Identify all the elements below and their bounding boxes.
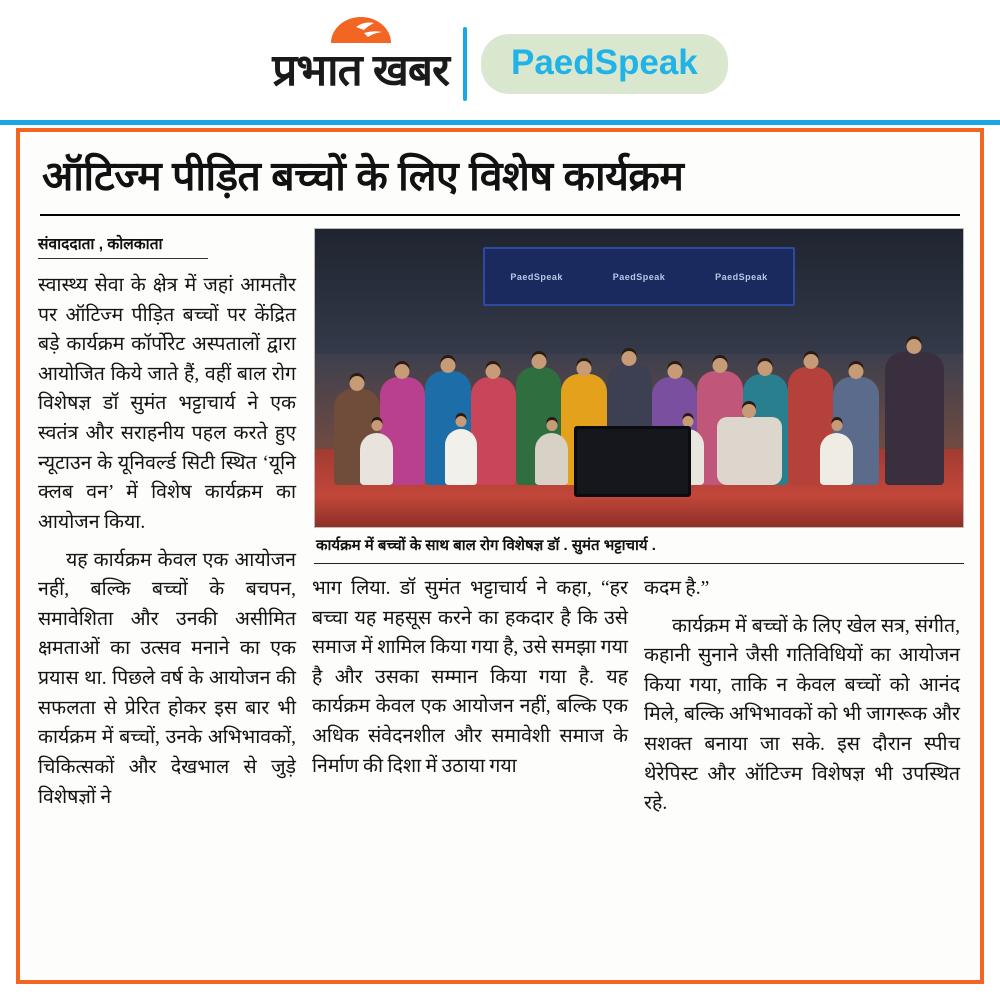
person (471, 377, 516, 485)
page-title: ऑटिज्म पीड़ित बच्चों के लिए विशेष कार्यक्रम (42, 153, 684, 199)
banner-text-3: PaedSpeak (715, 271, 768, 282)
article-body (38, 228, 962, 928)
photo-caption: कार्यक्रम में बच्चों के साथ बाल रोग विशेषज्ञ डॉ . सुमंत भट्टाचार्य . (316, 536, 656, 554)
column-middle (312, 574, 628, 819)
column-right (644, 574, 960, 819)
caption-rule (314, 563, 964, 564)
banner-text-2: PaedSpeak (612, 271, 666, 282)
masthead (0, 0, 1000, 120)
partner-name: PaedSpeak (511, 43, 698, 82)
paragraph-3: भाग लिया. डॉ सुमंत भट्टाचार्य ने कहा, “हर बच्चा यह महसूस करने का हकदार है कि उसे समाज में शामिल किया गया है, उसे समझा गया है और उसका सम्मान किया गया है. यह कार्यक्रम केवल एक आयोजन नहीं, बल्कि एक अधिक संवेदनशील और समावेशी समाज के निर्माण की दिशा में उठाया गया (312, 577, 628, 777)
lower-columns (312, 574, 962, 819)
brand-block (272, 35, 449, 93)
paragraph-4: कदम है.” (644, 577, 710, 599)
article-frame (16, 128, 984, 984)
photo-backdrop-banner (483, 247, 794, 307)
photo-monitor (574, 426, 691, 498)
banner-text-1: PaedSpeak (510, 271, 563, 282)
masthead-rule (0, 120, 1000, 125)
seated-person (717, 417, 782, 485)
photo-block (314, 228, 964, 564)
child (820, 433, 852, 486)
sun-icon (326, 13, 396, 47)
paragraph-1: स्वास्थ्य सेवा के क्षेत्र में जहां आमतौर पर ऑटिज्म पीड़ित बच्चों पर केंद्रित बड़े कार्यक्रम कॉर्पोरेट अस्पतालों द्वारा आयोजित किये जाते हैं, वहीं बाल रोग विशेषज्ञ डॉ सुमंत भट्टाचार्य ने एक स्वतंत्र और सराहनीय पहल करते हुए न्यूटाउन के यूनिवर्ल्ड सिटी स्थित ‘यूनि क्लब वन’ में विशेष कार्यक्रम का आयोजन किया. (38, 274, 296, 533)
column-left (38, 228, 296, 928)
child (360, 433, 392, 486)
child (535, 433, 567, 486)
publication-name: प्रभात खबर (272, 46, 449, 95)
event-photo (314, 228, 964, 528)
byline: संवाददाता , कोलकाता (38, 235, 163, 253)
paragraph-5: कार्यक्रम में बच्चों के लिए खेल सत्र, संगीत, कहानी सुनाने जैसी गतिविधियों का आयोजन किया गया, ताकि न केवल बच्चों को आनंद मिले, बल्कि अभिभावकों को भी जागरूक और सशक्त बनाया जा सके. इस दौरान स्पीच थेरेपिस्ट और ऑटिज्म विशेषज्ञ भी उपस्थित रहे. (644, 615, 960, 815)
masthead-divider (463, 27, 467, 101)
child (445, 429, 477, 485)
partner-badge (481, 34, 728, 94)
publication-logo (272, 35, 449, 93)
headline-rule (40, 214, 960, 216)
byline-rule (38, 258, 208, 259)
paragraph-2: यह कार्यक्रम केवल एक आयोजन नहीं, बल्कि बच्चों के बचपन, समावेशिता और उनकी असीमित क्षमताओं का उत्सव मनाने का एक प्रयास था. पिछले वर्ष के आयोजन की सफलता से प्रेरित होकर इस बार भी कार्यक्रम में बच्चों, उनके अभिभावकों, चिकित्सकों और देखभाल से जुड़े विशेषज्ञों ने (38, 549, 296, 808)
person (885, 352, 943, 485)
column-right-group (312, 228, 962, 928)
